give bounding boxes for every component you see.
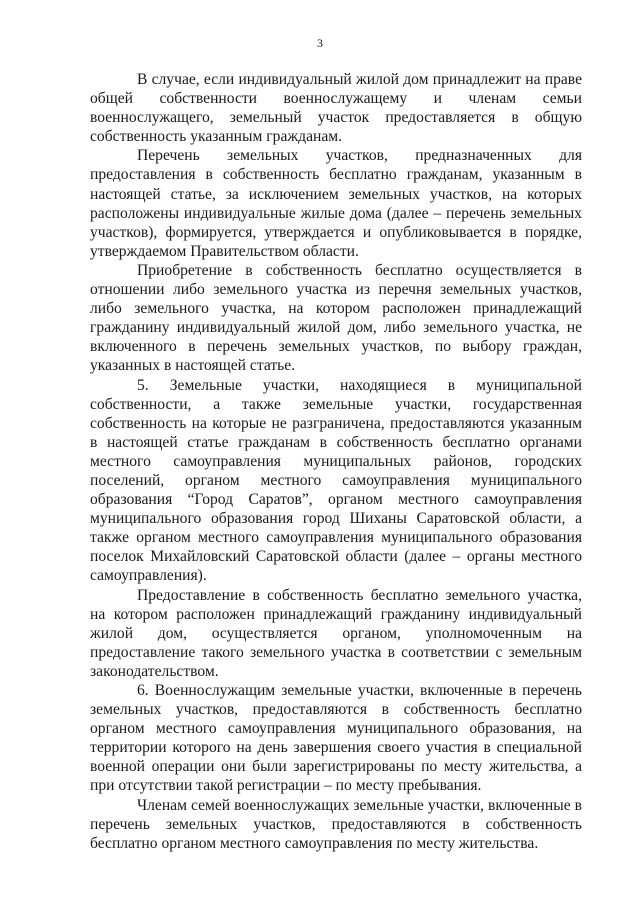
paragraph-2: Перечень земельных участков, предназначенных для предоставления в собственность бесплатно гражданам, указанным в настоящей статье, за исключением земельных участков, на которых расположены индивидуальные жилые дома (далее – перечень земельных участков), формируется, утверждается и опубликовывается в порядке, утверждаемом Правительством области. [90, 147, 582, 260]
paragraph-1: В случае, если индивидуальный жилой дом принадлежит на праве общей собственности военнослужащему и членам семьи военнослужащего, земельный участок предоставляется в общую собственность указанным гражданам. [90, 71, 582, 146]
paragraph-7: Членам семей военнослужащих земельные участки, включенные в перечень земельных участков, предоставляются в собственность бесплатно органом местного самоуправления по месту жительства. [90, 796, 582, 852]
paragraph-6: 6. Военнослужащим земельные участки, включенные в перечень земельных участков, предоставляются в собственность бесплатно органом местного самоуправления муниципального образования, на территории которого на день завершения своего участия в специальной военной операции они были зарегистрированы по месту жительства, а при отсутствии такой регистрации – по месту пребывания. [90, 682, 582, 795]
paragraph-4: 5. Земельные участки, находящиеся в муниципальной собственности, а также земельные участки, государственная собственность на которые не разграничена, предоставляются указанным в настоящей статье гражданам в собственность бесплатно органами местного самоуправления муниципальных районов, городских поселений, органом местного самоуправления муниципального образования “Город Саратов”, органом местного самоуправления муниципального образования город Шиханы Саратовской области, а также органом местного самоуправления муниципального образования поселок Михайловский Саратовской области (далее – органы местного самоуправления). [90, 376, 582, 585]
page-number: 3 [317, 36, 323, 50]
paragraph-5: Предоставление в собственность бесплатно земельного участка, на котором расположен принадлежащий гражданину индивидуальный жилой дом, осуществляется органом, уполномоченным на предоставление такого земельного участка в соответствии с земельным законодательством. [90, 586, 582, 680]
document-body [90, 70, 582, 853]
paragraph-3: Приобретение в собственность бесплатно осуществляется в отношении либо земельного участка из перечня земельных участков, либо земельного участка, на котором расположен принадлежащий гражданину индивидуальный жилой дом, либо земельного участка, не включенного в перечень земельных участков, по выбору граждан, указанных в настоящей статье. [90, 261, 582, 375]
